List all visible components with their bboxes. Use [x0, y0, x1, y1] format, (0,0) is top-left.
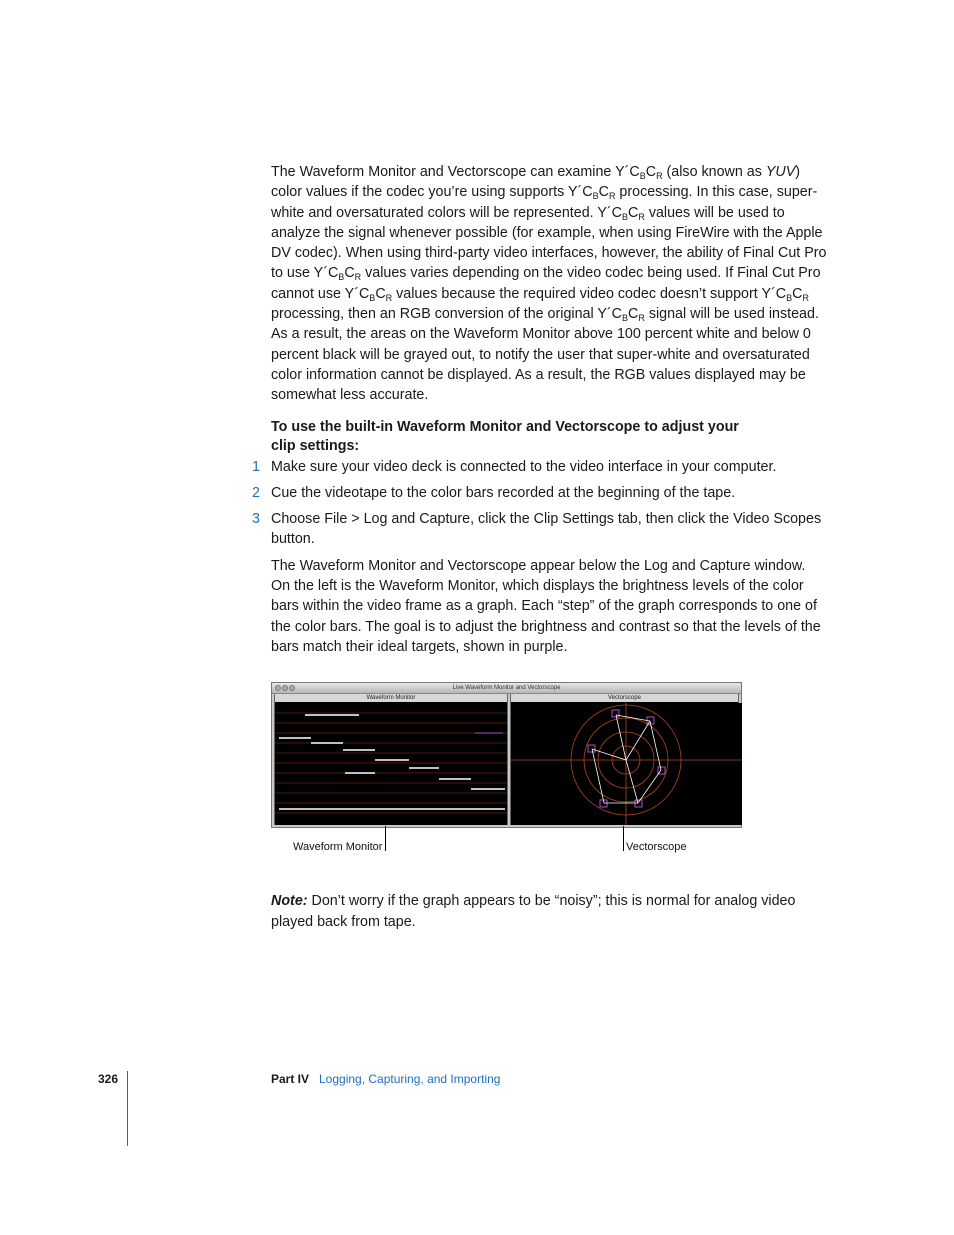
step-item: [252, 509, 827, 550]
zoom-icon: [289, 685, 295, 691]
vectorscope-callout-line: [623, 826, 624, 851]
vectorscope-pane: [510, 694, 739, 825]
step-number: 2: [252, 484, 260, 501]
footer-rule: [127, 1071, 128, 1146]
vectorscope-callout-label: Vectorscope: [626, 841, 687, 853]
task-heading: To use the built-in Waveform Monitor and Vectorscope to adjust your clip settings:: [271, 418, 739, 455]
step-item: [252, 457, 827, 477]
page-number: 326: [98, 1072, 119, 1086]
close-icon: [275, 685, 281, 691]
footer-chapter-link[interactable]: Logging, Capturing, and Importing: [319, 1072, 501, 1086]
waveform-callout-line: [385, 826, 386, 851]
scope-panes: [274, 694, 739, 825]
footer-part: Part IV: [271, 1072, 310, 1086]
waveform-pane: [274, 694, 508, 825]
step-text: Choose File > Log and Capture, click the Clip Settings tab, then click the Video Scopes button.: [271, 511, 822, 548]
waveform-background: [275, 703, 507, 825]
note-text: Don’t worry if the graph appears to be “noisy”; this is normal for analog video played back from tape.: [271, 893, 796, 930]
vectorscope-graph: [511, 703, 742, 825]
step-number: 3: [252, 511, 260, 528]
steps-list: [252, 457, 827, 550]
waveform-graph: [275, 703, 507, 825]
waveform-callout-label: Waveform Monitor: [293, 841, 383, 853]
step-text: Make sure your video deck is connected to the video interface in your computer.: [271, 458, 777, 475]
step-text: Cue the videotape to the color bars recorded at the beginning of the tape.: [271, 484, 736, 501]
note-paragraph: [271, 891, 827, 932]
minimize-icon: [282, 685, 288, 691]
window-titlebar: [272, 683, 741, 694]
window-title: Live Waveform Monitor and Vectorscope: [452, 685, 561, 691]
vectorscope-background: [511, 703, 742, 825]
scopes-window-screenshot: [271, 682, 742, 828]
step-number: 1: [252, 458, 260, 475]
waveform-pane-label: Waveform Monitor: [275, 694, 507, 702]
vectorscope-pane-label: Vectorscope: [511, 694, 738, 702]
follow-paragraph: The Waveform Monitor and Vectorscope appear below the Log and Capture window. On the left is the Waveform Monitor, which displays the brightness levels of the color bars within the video frame as a graph. Each “step” of the graph corresponds to one of the color bars. The goal is to adjust the brightness and contrast so that the levels of the bars match their ideal targets, shown in purple.: [271, 557, 821, 655]
page-body: [252, 162, 827, 657]
note-label: Note:: [271, 893, 308, 910]
step-item: [252, 483, 827, 503]
intro-paragraph: The Waveform Monitor and Vectorscope can examine $Y´C_BC_R$ (also known as YUV) color values if the codec you’re using supports $Y´C_BC_R$ processing. In this case, super-white and oversaturated colors will be represented. $Y´C_BC_R$ values will be used to analyze the signal whenever possible (for example, when using FireWire with the Apple DV codec). When using third-party video interfaces, however, the ability of Final Cut Pro to use $Y´C_BC_R$ values varies depending on the video codec being used. If Final Cut Pro cannot use $Y´C_BC_R$ values because the required video codec doesn’t support $Y´C_BC_R$ processing, then an RGB conversion of the original $Y´C_BC_R$ signal will be used instead. As a result, the areas on the Waveform Monitor above 100 percent white and below 0 percent black will be grayed out, to notify the user that super-white and oversaturated color information cannot be displayed. As a result, the RGB values displayed may be somewhat less accurate.: [271, 164, 827, 404]
